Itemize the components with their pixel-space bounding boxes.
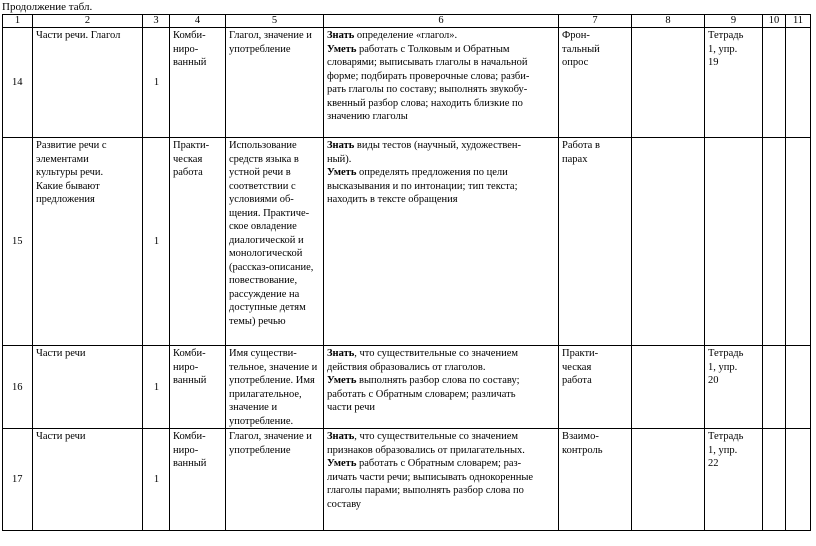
- requirements: [324, 28, 559, 138]
- requirements-line: значению глаголы: [327, 111, 408, 122]
- table-row: [3, 138, 811, 346]
- homework: [705, 346, 763, 429]
- lesson-content-line: ское овладение: [229, 221, 297, 232]
- requirements-line: Уметь определять предложения по цели: [327, 167, 508, 178]
- lesson-type: [170, 346, 226, 429]
- hours-count: 1: [143, 346, 170, 429]
- lesson-content-line: рассуждение на: [229, 288, 300, 300]
- requirements-line: Уметь выполнять разбор слова по составу;: [327, 375, 520, 386]
- hours-count: 1: [143, 429, 170, 531]
- lesson-type: [170, 138, 226, 346]
- requirement-keyword: Знать: [327, 431, 355, 442]
- control-form: [559, 138, 632, 346]
- requirements-line: высказывания и по интонации; тип текста;: [327, 180, 518, 192]
- lesson-content-line: прилагательное,: [229, 388, 302, 400]
- requirements-line: форме; подбирать проверочные слова; разби-: [327, 70, 530, 82]
- lesson-content-line: Использование: [229, 140, 297, 151]
- lesson-content-line: Глагол, значение и: [229, 431, 312, 442]
- lesson-content-line: соответствии с: [229, 180, 296, 192]
- requirement-keyword: Уметь: [327, 167, 357, 178]
- column-number: 6: [324, 15, 559, 28]
- lesson-content-line: тельное, значение и: [229, 361, 318, 373]
- requirements-line: Знать виды тестов (научный, художествен-: [327, 140, 522, 151]
- lesson-topic-line: Части речи: [36, 348, 86, 359]
- homework: [705, 138, 763, 346]
- requirements: [324, 429, 559, 531]
- lesson-content-line: употребление: [229, 43, 291, 55]
- table-row: [3, 28, 811, 138]
- lesson-content-line: повествование,: [229, 275, 298, 286]
- control-form-line: парах: [562, 153, 588, 165]
- lesson-type-line: ниро-: [173, 361, 199, 373]
- homework-line: 19: [708, 57, 719, 68]
- lesson-content-line: (рассказ-описание,: [229, 261, 314, 273]
- requirements-line: Уметь работать с Толковым и Обратным: [327, 43, 510, 55]
- table-row: [3, 346, 811, 429]
- homework-line: 22: [708, 458, 719, 469]
- requirements-line: Знать, что существительные со значением: [327, 431, 519, 442]
- table-caption: Продолжение табл.: [2, 1, 93, 13]
- column-11: [786, 138, 811, 346]
- row-number: 15: [3, 138, 33, 346]
- table-row: [3, 429, 811, 531]
- column-11: [786, 429, 811, 531]
- lesson-content-line: Имя существи-: [229, 348, 297, 359]
- homework-line: 1, упр.: [708, 361, 738, 373]
- requirements-line: Знать определение «глагол».: [327, 30, 458, 41]
- requirements-line: рать глаголы по составу; выполнять звукобу-: [327, 84, 528, 95]
- lesson-type-line: ванный: [173, 57, 207, 68]
- requirement-keyword: Знать: [327, 30, 355, 41]
- lesson-content-line: употребление. Имя: [229, 375, 315, 386]
- control-form-line: контроль: [562, 444, 603, 456]
- lesson-content-line: темы) речью: [229, 315, 286, 327]
- lesson-type-line: работа: [173, 167, 203, 178]
- column-number: 4: [170, 15, 226, 28]
- control-form-line: Фрон-: [562, 30, 590, 41]
- lesson-type-line: ниро-: [173, 43, 199, 55]
- homework-line: 1, упр.: [708, 444, 738, 456]
- lesson-type-line: ческая: [173, 153, 203, 165]
- lesson-content-line: Глагол, значение и: [229, 30, 312, 41]
- requirements-line: части речи: [327, 402, 375, 413]
- column-number: 1: [3, 15, 33, 28]
- lesson-topic: [33, 28, 143, 138]
- homework-line: Тетрадь: [708, 431, 744, 442]
- lesson-plan-table: [2, 14, 811, 531]
- column-11: [786, 346, 811, 429]
- lesson-content-line: устной речи в: [229, 167, 291, 178]
- lesson-topic-line: элементами: [36, 153, 89, 165]
- requirement-keyword: Уметь: [327, 43, 357, 55]
- homework-line: 1, упр.: [708, 43, 738, 55]
- control-form-line: Взаимо-: [562, 431, 599, 442]
- column-10: [763, 429, 786, 531]
- column-number: 9: [705, 15, 763, 28]
- control-form-line: работа: [562, 375, 592, 386]
- column-10: [763, 138, 786, 346]
- lesson-content-line: употребление.: [229, 415, 294, 427]
- requirements-line: глаголы парами; выполнять разбор слова по: [327, 485, 524, 496]
- lesson-content: [226, 346, 324, 429]
- column-11: [786, 28, 811, 138]
- lesson-topic: [33, 429, 143, 531]
- column-8: [632, 346, 705, 429]
- row-number: 16: [3, 346, 33, 429]
- column-8: [632, 429, 705, 531]
- requirement-keyword: Знать: [327, 140, 355, 151]
- homework: [705, 429, 763, 531]
- homework-line: Тетрадь: [708, 30, 744, 41]
- lesson-content-line: монологической: [229, 248, 303, 259]
- hours-count: 1: [143, 28, 170, 138]
- row-number: 14: [3, 28, 33, 138]
- control-form: [559, 346, 632, 429]
- lesson-topic: [33, 138, 143, 346]
- lesson-type-line: Практи-: [173, 140, 210, 151]
- requirements-line: словарями; выписывать глаголы в начальной: [327, 57, 528, 68]
- lesson-type: [170, 28, 226, 138]
- column-number: 3: [143, 15, 170, 28]
- requirement-keyword: Знать: [327, 348, 355, 359]
- lesson-content-line: доступные детям: [229, 302, 306, 313]
- requirements: [324, 138, 559, 346]
- column-10: [763, 28, 786, 138]
- homework: [705, 28, 763, 138]
- column-number: 11: [786, 15, 811, 28]
- requirements-line: составу: [327, 498, 362, 510]
- lesson-topic-line: культуры речи.: [36, 167, 104, 178]
- column-number: 8: [632, 15, 705, 28]
- control-form-line: ческая: [562, 361, 592, 373]
- lesson-content: [226, 429, 324, 531]
- lesson-content-line: средств языка в: [229, 153, 299, 165]
- control-form-line: тальный: [562, 43, 600, 55]
- lesson-type-line: Комби-: [173, 348, 206, 359]
- column-10: [763, 346, 786, 429]
- lesson-topic-line: Части речи. Глагол: [36, 30, 121, 41]
- homework-line: 20: [708, 375, 719, 386]
- requirement-keyword: Уметь: [327, 458, 357, 469]
- lesson-type-line: ниро-: [173, 444, 199, 456]
- lesson-type-line: Комби-: [173, 431, 206, 442]
- lesson-content-line: диалогической и: [229, 234, 304, 246]
- requirements-line: находить в тексте обращения: [327, 194, 458, 205]
- requirements-line: Уметь работать с Обратным словарем; раз-: [327, 458, 522, 469]
- column-number: 10: [763, 15, 786, 28]
- lesson-content-line: условиями об-: [229, 194, 294, 205]
- lesson-content-line: употребление: [229, 444, 291, 456]
- requirements-line: личать части речи; выписывать однокоренные: [327, 471, 534, 483]
- lesson-type: [170, 429, 226, 531]
- control-form: [559, 429, 632, 531]
- column-number: 2: [33, 15, 143, 28]
- column-8: [632, 138, 705, 346]
- lesson-content: [226, 28, 324, 138]
- lesson-type-line: Комби-: [173, 30, 206, 41]
- requirements-line: признаков образовались от прилагательных.: [327, 444, 525, 456]
- lesson-content-line: щения. Практиче-: [229, 207, 310, 219]
- lesson-content: [226, 138, 324, 346]
- requirement-keyword: Уметь: [327, 375, 357, 386]
- lesson-topic-line: Развитие речи с: [36, 140, 107, 151]
- lesson-content-line: значение и: [229, 402, 278, 413]
- lesson-topic: [33, 346, 143, 429]
- column-number: 5: [226, 15, 324, 28]
- homework-line: Тетрадь: [708, 348, 744, 359]
- hours-count: 1: [143, 138, 170, 346]
- control-form-line: Работа в: [562, 140, 600, 151]
- column-number: 7: [559, 15, 632, 28]
- control-form: [559, 28, 632, 138]
- requirements-line: действия образовались от глаголов.: [327, 361, 486, 373]
- lesson-topic-line: предложения: [36, 194, 95, 205]
- control-form-line: опрос: [562, 57, 589, 68]
- requirements-line: ный).: [327, 153, 352, 165]
- requirements-line: работать с Обратным словарем; различать: [327, 388, 516, 400]
- requirements-line: Знать, что существительные со значением: [327, 348, 519, 359]
- lesson-type-line: ванный: [173, 458, 207, 469]
- requirements: [324, 346, 559, 429]
- column-8: [632, 28, 705, 138]
- requirements-line: квенный разбор слова; находить близкие по: [327, 97, 523, 109]
- column-number-row: [3, 15, 811, 28]
- control-form-line: Практи-: [562, 348, 599, 359]
- row-number: 17: [3, 429, 33, 531]
- lesson-topic-line: Какие бывают: [36, 180, 100, 192]
- lesson-topic-line: Части речи: [36, 431, 86, 442]
- lesson-type-line: ванный: [173, 375, 207, 386]
